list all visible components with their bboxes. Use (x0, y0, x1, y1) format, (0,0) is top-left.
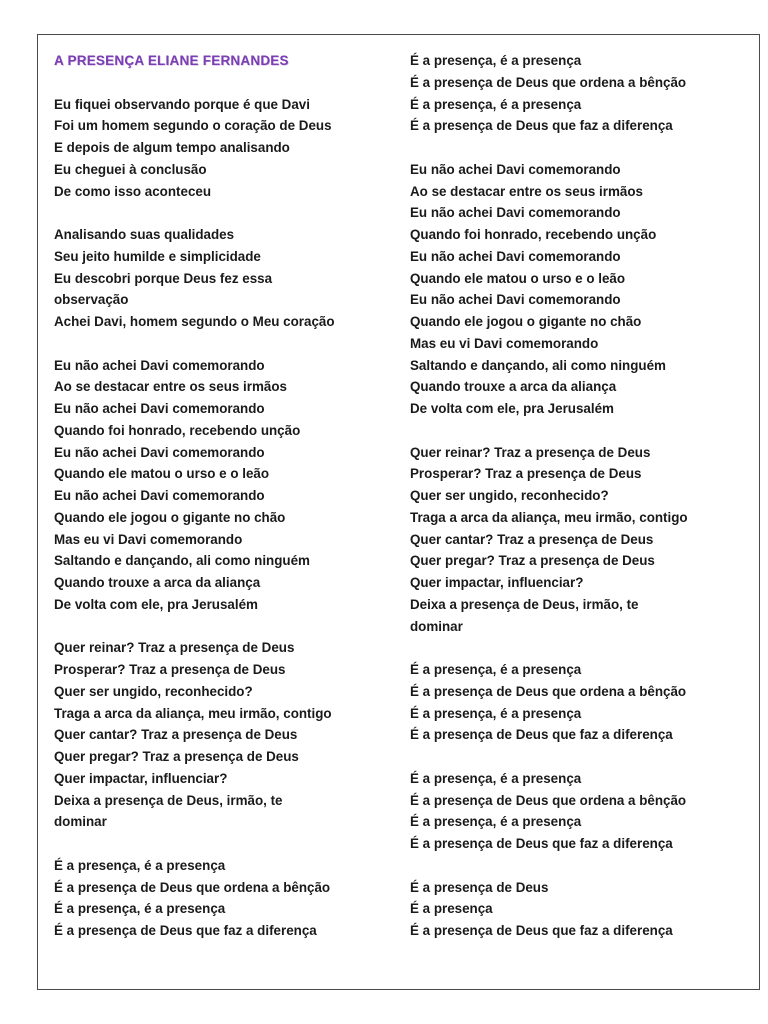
lyric-line: Eu descobri porque Deus fez essa (54, 270, 273, 286)
lyric-line: É a presença, é a presença (410, 705, 582, 721)
stanza (54, 94, 354, 203)
lyric-line: É a presença de Deus que faz a diferença (410, 118, 673, 134)
stanza (410, 442, 740, 638)
lyric-line: Quer ser ungido, reconhecido? (54, 683, 253, 699)
left-stanzas (54, 94, 354, 942)
lyric-line: Foi um homem segundo o coração de Deus (54, 118, 332, 134)
lyric-line: Traga a arca da aliança, meu irmão, contigo (54, 705, 332, 721)
lyric-line: É a presença de Deus que faz a diferença (54, 923, 317, 938)
lyric-line: Quando trouxe a arca da aliança (410, 379, 617, 395)
lyric-line: É a presença de Deus que faz a diferença (410, 727, 673, 743)
stanza (410, 159, 740, 420)
lyric-line: Eu cheguei à conclusão (54, 161, 207, 177)
lyric-line: Eu não achei Davi comemorando (410, 248, 621, 264)
lyric-line: Eu não achei Davi comemorando (54, 488, 265, 503)
lyric-line: Quando ele matou o urso e o leão (410, 270, 626, 286)
lyric-line: Quer reinar? Traz a presença de Deus (54, 640, 295, 656)
lyric-line: Mas eu vi Davi comemorando (410, 335, 599, 351)
lyric-line: De como isso aconteceu (54, 183, 212, 199)
lyric-line: É a presença de Deus que ordena a bênção (410, 683, 687, 699)
lyrics-column-right (410, 50, 740, 964)
right-stanzas (410, 50, 740, 942)
lyric-line: É a presença, é a presença (54, 857, 226, 873)
lyric-line: É a presença (410, 901, 493, 917)
lyric-line: Eu fiquei observando porque é que Davi (54, 96, 310, 112)
lyric-line: Quando foi honrado, recebendo unção (54, 422, 301, 438)
lyric-line: Deixa a presença de Deus, irmão, te (54, 792, 283, 808)
lyric-line: Quer pregar? Traz a presença de Deus (410, 553, 655, 569)
lyric-line: De volta com ele, pra Jerusalém (410, 401, 614, 416)
lyric-line: Mas eu vi Davi comemorando (54, 531, 243, 547)
lyric-line: Quer pregar? Traz a presença de Deus (54, 749, 299, 764)
lyric-line: De volta com ele, pra Jerusalém (54, 596, 258, 612)
stanza (54, 637, 354, 833)
lyric-line: É a presença de Deus (410, 879, 549, 895)
stanza (410, 50, 740, 137)
stanza (54, 355, 354, 616)
lyric-line: Quando ele jogou o gigante no chão (410, 314, 642, 329)
lyric-line: dominar (410, 618, 463, 634)
lyric-line: É a presença de Deus que ordena a bênção (410, 792, 687, 808)
lyric-line: Quer reinar? Traz a presença de Deus (410, 444, 651, 460)
lyric-line: Eu não achei Davi comemorando (410, 205, 621, 221)
lyric-line: Ao se destacar entre os seus irmãos (54, 379, 287, 395)
lyric-line: observação (54, 292, 129, 308)
lyric-line: Quer impactar, influenciar? (410, 575, 584, 590)
title-spacer (54, 72, 354, 94)
lyric-line: Prosperar? Traz a presença de Deus (410, 466, 642, 482)
lyric-line: Quer cantar? Traz a presença de Deus (54, 727, 298, 743)
lyric-line: Quer impactar, influenciar? (54, 770, 228, 786)
lyric-line: É a presença de Deus que faz a diferença (410, 923, 673, 938)
stanza (410, 877, 740, 942)
stanza (54, 855, 354, 942)
lyric-line: Saltando e dançando, ali como ninguém (54, 553, 310, 569)
lyrics-column-left (54, 50, 354, 964)
stanza (410, 768, 740, 855)
lyric-line: Quando trouxe a arca da aliança (54, 575, 261, 590)
lyric-line: É a presença de Deus que faz a diferença (410, 836, 673, 851)
lyric-line: Prosperar? Traz a presença de Deus (54, 662, 286, 677)
lyric-line: É a presença de Deus que ordena a bênção (410, 74, 687, 90)
lyric-line: É a presença, é a presença (410, 814, 582, 830)
lyric-line: Eu não achei Davi comemorando (54, 444, 265, 460)
lyric-line: Eu não achei Davi comemorando (410, 292, 621, 308)
lyric-line: É a presença de Deus que ordena a bênção (54, 879, 331, 895)
lyric-line: Eu não achei Davi comemorando (54, 357, 265, 373)
lyric-line: E depois de algum tempo analisando (54, 140, 290, 155)
song-title: A PRESENÇA ELIANE FERNANDES (54, 53, 289, 68)
lyric-line: Quer ser ungido, reconhecido? (410, 488, 609, 503)
lyric-line: Analisando suas qualidades (54, 227, 235, 242)
stanza (54, 224, 354, 333)
lyric-line: Quando ele jogou o gigante no chão (54, 509, 286, 525)
lyric-line: Eu não achei Davi comemorando (410, 161, 621, 177)
lyric-line: Eu não achei Davi comemorando (54, 401, 265, 416)
lyric-line: Quer cantar? Traz a presença de Deus (410, 531, 654, 547)
lyric-line: Deixa a presença de Deus, irmão, te (410, 596, 639, 612)
lyric-line: Achei Davi, homem segundo o Meu coração (54, 314, 335, 329)
lyric-line: Quando ele matou o urso e o leão (54, 466, 270, 482)
lyric-line: Traga a arca da aliança, meu irmão, contigo (410, 509, 688, 525)
lyric-line: É a presença, é a presença (410, 96, 582, 112)
lyric-line: É a presença, é a presença (410, 662, 582, 677)
stanza (410, 659, 740, 746)
lyric-line: É a presença, é a presença (54, 901, 226, 917)
lyric-line: Quando foi honrado, recebendo unção (410, 227, 657, 242)
lyric-line: Saltando e dançando, ali como ninguém (410, 357, 666, 373)
lyric-line: dominar (54, 814, 107, 830)
lyric-line: É a presença, é a presença (410, 53, 582, 68)
lyric-line: Seu jeito humilde e simplicidade (54, 248, 261, 264)
lyric-line: É a presença, é a presença (410, 770, 582, 786)
lyric-line: Ao se destacar entre os seus irmãos (410, 183, 643, 199)
